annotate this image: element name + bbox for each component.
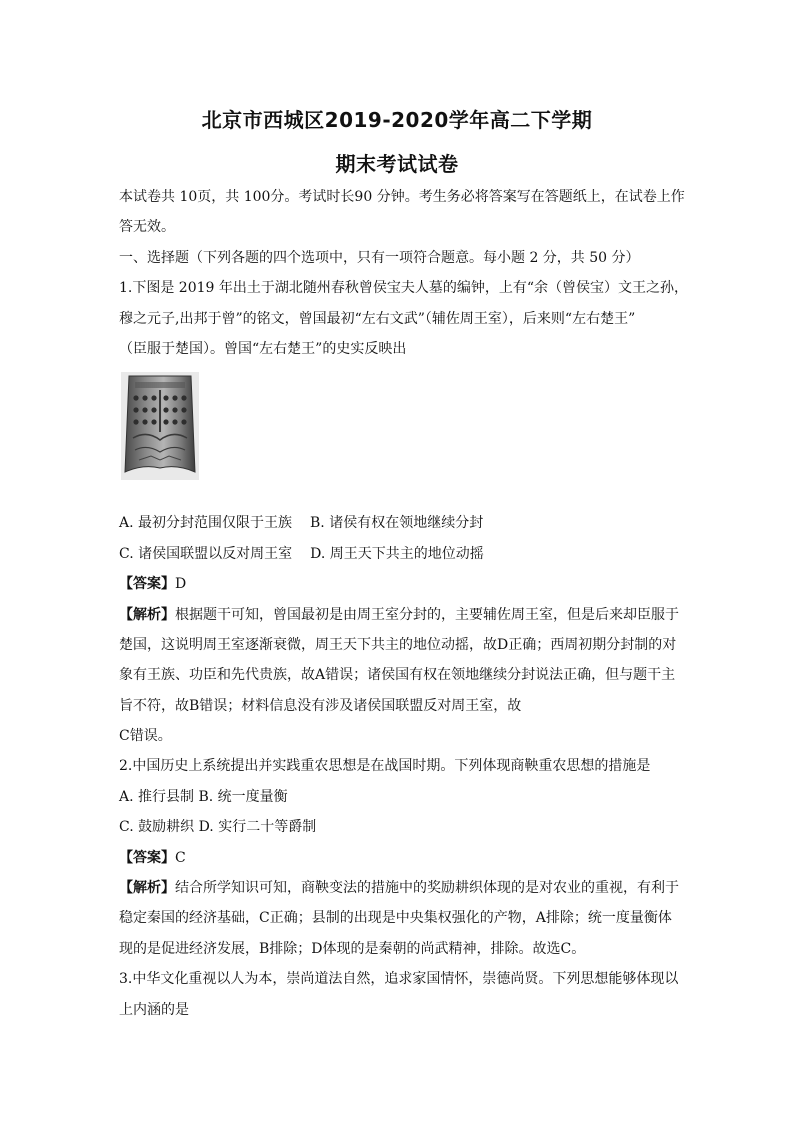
q2-analysis-line-3: 现的是促进经济发展，B排除；D体现的是秦朝的尚武精神，排除。故选C。 [119, 940, 586, 957]
q2-options-cd: C. 鼓励耕织 D. 实行二十等爵制 [119, 819, 317, 836]
q2-analysis-label: 【解析】 [119, 880, 175, 897]
section-heading: 一、选择题（下列各题的四个选项中，只有一项符合题意。每小题 2 分，共 50 分） [119, 249, 640, 266]
q1-answer-value: D [175, 576, 187, 593]
exam-title-line1: 北京市西城区2019-2020学年高二下学期 [201, 108, 593, 132]
q1-analysis-line-1 [119, 600, 687, 630]
q1-options-row-2 [119, 539, 687, 569]
q2-analysis-line-1 [119, 873, 687, 903]
exam-title-line2: 期末考试试卷 [335, 152, 459, 176]
q2-stem: 2.中国历史上系统提出并实践重农思想是在战国时期。下列体现商鞅重农思想的措施是 [119, 758, 651, 775]
q1-analysis-label: 【解析】 [119, 606, 175, 623]
q1-stem-line-1: 1.下图是 2019 年出土于湖北随州春秋曾侯宝夫人墓的编钟，上有“余（曾侯宝）文王之孙， [119, 280, 689, 297]
q2-analysis-text-1: 结合所学知识可知，商鞅变法的措施中的奖励耕织体现的是对农业的重视，有利于 [175, 880, 679, 897]
q1-option-a: A. 最初分封范围仅限于王族 [119, 515, 293, 532]
q2-options-ab: A. 推行县制 B. 统一度量衡 [119, 788, 288, 805]
q2-answer-label: 【答案】 [119, 849, 175, 866]
q2-answer-value: C [175, 849, 186, 866]
q1-analysis-line-3: 象有王族、功臣和先代贵族，故A错误；诸侯国有权在领地继续分封说法正确，但与题干主 [119, 667, 676, 684]
q1-stem-line-3: （臣服于楚国）。曾国“左右楚王”的史实反映出 [119, 340, 407, 357]
q1-answer-label: 【答案】 [119, 576, 175, 593]
q1-analysis-line-2: 楚国，这说明周王室逐渐衰微，周王天下共主的地位动摇，故D正确；西周初期分封制的对 [119, 636, 677, 653]
intro-line-1: 本试卷共 10页，共 100分。考试时长90 分钟。考生务必将答案写在答题纸上，在试卷上作 [119, 189, 685, 205]
intro-line-2: 答无效。 [119, 219, 175, 236]
q2-analysis-line-2: 稳定秦国的经济基础，C正确；县制的出现是中央集权强化的产物，A排除；统一度量衡体 [119, 910, 672, 927]
q3-stem-line-2: 上内涵的是 [119, 1001, 189, 1018]
q1-option-d: D. 周王天下共主的地位动摇 [310, 545, 484, 562]
q1-stem-line-2: 穆之元子,出邦于曾”的铭文，曾国最初“左右文武”（辅佐周王室），后来则“左右楚王” [119, 310, 636, 327]
q1-option-b: B. 诸侯有权在领地继续分封 [310, 515, 484, 532]
exam-content [119, 182, 687, 1025]
q1-options-row-1 [119, 508, 687, 538]
q3-stem-line-1: 3.中华文化重视以人为本，崇尚道法自然，追求家国情怀，崇德尚贤。下列思想能够体现以 [119, 971, 679, 988]
q1-analysis-text-1: 根据题干可知，曾国最初是由周王室分封的，主要辅佐周王室，但是后来却臣服于 [175, 606, 679, 623]
q1-analysis-line-4: 旨不符，故B错误；材料信息没有涉及诸侯国联盟反对周王室，故 [119, 697, 522, 714]
q1-option-c: C. 诸侯国联盟以反对周王室 [119, 545, 293, 562]
q1-analysis-line-5: C错误。 [119, 728, 172, 745]
q2-answer [119, 843, 687, 873]
q1-image-area [119, 364, 687, 508]
q1-answer [119, 569, 687, 599]
bronze-bell-image [121, 372, 199, 480]
